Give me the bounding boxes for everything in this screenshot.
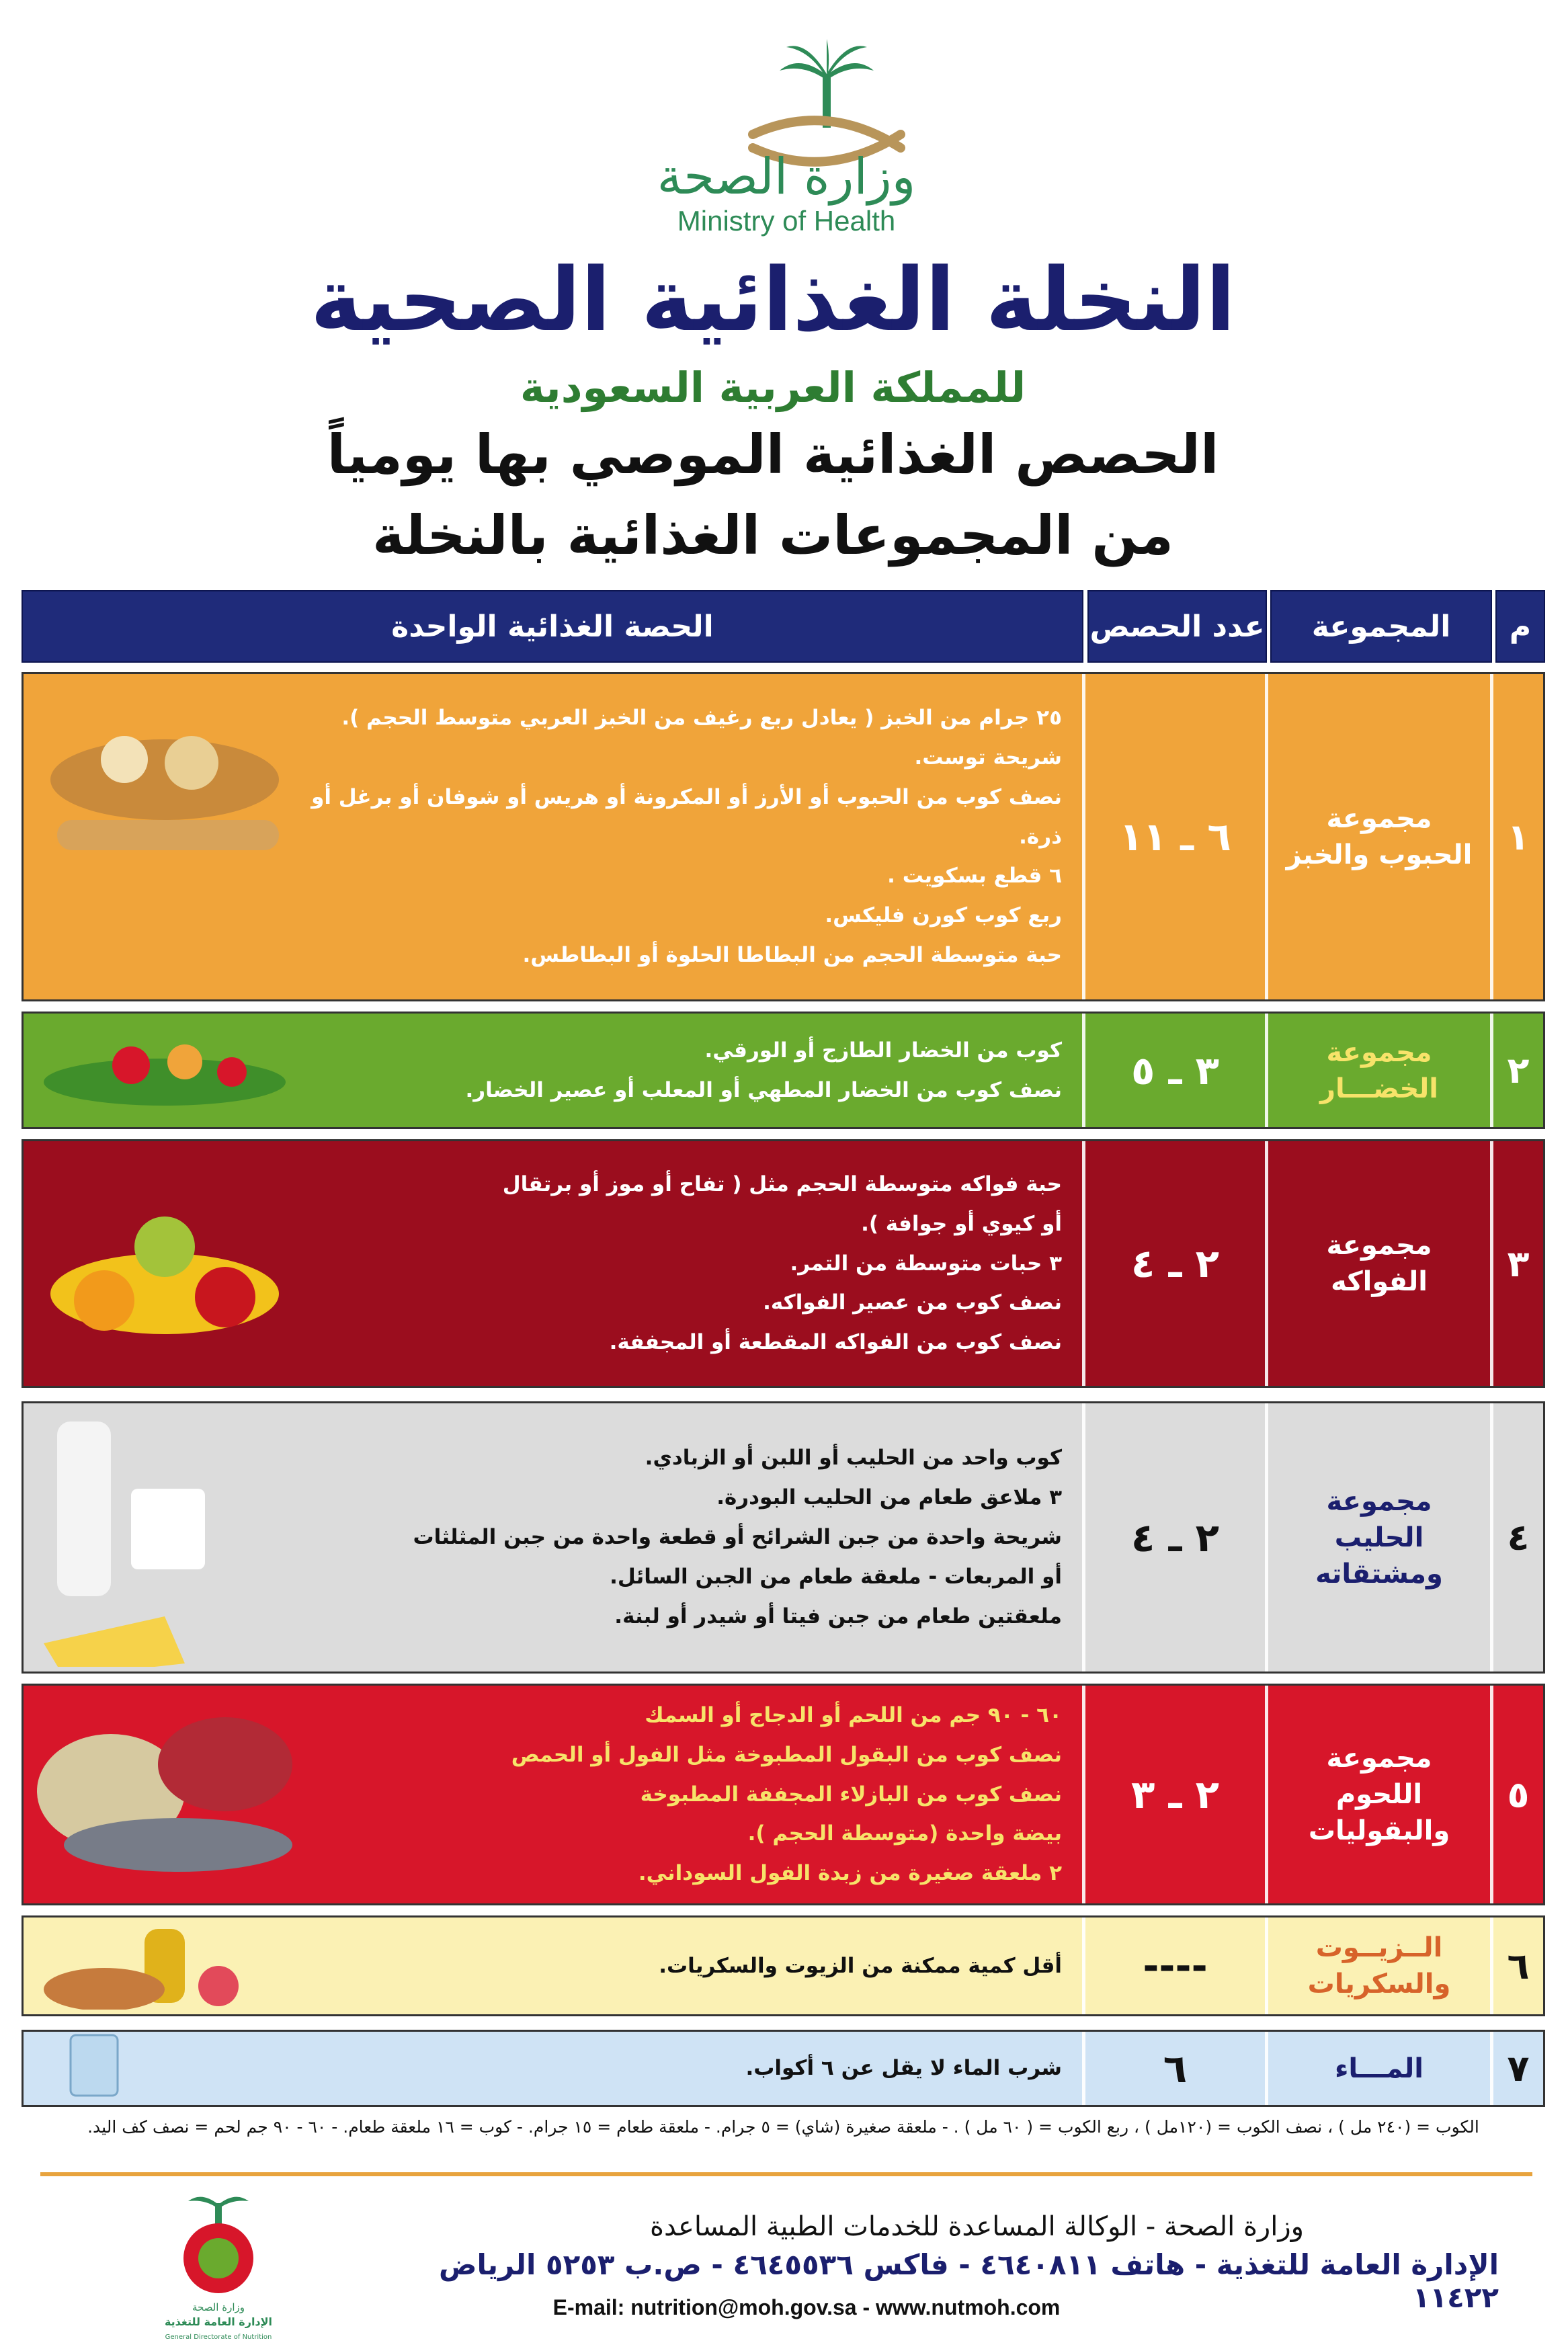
food-group-line: مجموعة — [1326, 1230, 1432, 1261]
column-divider — [1265, 1141, 1268, 1386]
row-number: ٦ — [1507, 1944, 1530, 1987]
row-number: ١ — [1507, 815, 1530, 858]
portion-list — [302, 674, 1082, 999]
dairy-image — [24, 1403, 306, 1672]
portion-item: ٦٠ - ٩٠ جم من اللحم أو الدجاج أو السمك — [645, 1702, 1062, 1727]
servings-count: ٢ ـ ٤ — [1130, 1241, 1220, 1286]
portion-list — [302, 1141, 1082, 1386]
column-divider — [1082, 2032, 1085, 2105]
table-row — [22, 1139, 1545, 1388]
servings-count: ٦ — [1163, 2045, 1188, 2092]
portion-item: نصف كوب من عصير الفواكه. — [763, 1290, 1062, 1315]
food-group-name — [1268, 1917, 1490, 2014]
portion-item: نصف كوب من البازلاء المجففة المطبوخة — [640, 1782, 1062, 1807]
header-count: عدد الحصص — [1087, 590, 1267, 663]
food-group-line: اللحوم — [1335, 1779, 1423, 1810]
food-group-name — [1268, 1686, 1490, 1903]
portion-item: كوب من الخضار الطازج أو الورقي. — [704, 1038, 1062, 1063]
portion-item: نصف كوب من البقول المطبوخة مثل الفول أو الحمص — [511, 1742, 1062, 1767]
portion-item: شرب الماء لا يقل عن ٦ أكواب. — [745, 2056, 1062, 2081]
portion-item: ٣ ملاعق طعام من الحليب البودرة. — [716, 1485, 1062, 1510]
nutrition-directorate-logo — [155, 2191, 282, 2346]
header-group: المجموعة — [1270, 590, 1492, 663]
column-divider — [1490, 1403, 1493, 1672]
portion-item: أقل كمية ممكنة من الزيوت والسكريات. — [659, 1953, 1062, 1978]
portion-item: أو كيوي أو جوافة ). — [861, 1211, 1062, 1236]
footer-agency: وزارة الصحة - الوكالة المساعدة للخدمات الطبية المساعدة — [650, 2211, 1304, 2242]
food-group-line: الــزيــوت — [1315, 1932, 1443, 1963]
table-row — [22, 1684, 1545, 1905]
portion-item: شريحة توست. — [914, 745, 1062, 770]
column-divider — [1490, 1141, 1493, 1386]
column-divider — [1265, 1917, 1268, 2014]
column-divider — [1082, 1686, 1085, 1903]
column-divider — [1265, 2032, 1268, 2105]
food-group-name — [1268, 674, 1490, 999]
portion-item: ملعقتين طعام من جبن فيتا أو شيدر أو لبنة. — [614, 1604, 1062, 1628]
row-number: ٧ — [1507, 2047, 1530, 2090]
heading-line1: الحصص الغذائية الموصي بها يومياً — [327, 423, 1219, 486]
food-group-name — [1268, 2032, 1490, 2105]
food-group-line: مجموعة — [1326, 1036, 1432, 1068]
column-divider — [1490, 1014, 1493, 1127]
servings-count: ٦ ـ ١١ — [1119, 814, 1231, 860]
portion-item: حبة فواكه متوسطة الحجم مثل ( تفاح أو موز أو برتقال — [502, 1171, 1062, 1196]
portion-list — [302, 1686, 1082, 1903]
footer-contact: الإدارة العامة للتغذية - هاتف ٤٦٤٠٨١١ - فاكس ٤٦٤٥٥٣٦ - ص.ب ٥٢٥٣ الرياض ١١٤٢٢ — [439, 2248, 1499, 2314]
footer-logo-ar: وزارة الصحة — [192, 2301, 245, 2313]
portion-item: نصف كوب من الفواكه المقطعة أو المجففة. — [609, 1330, 1062, 1355]
portion-list — [302, 2032, 1082, 2105]
heading-line2: من المجموعات الغذائية بالنخلة — [372, 504, 1173, 567]
portion-item: كوب واحد من الحليب أو اللبن أو الزبادي. — [645, 1446, 1062, 1471]
food-group-line: مجموعة — [1326, 1485, 1432, 1517]
servings-count: ٢ ـ ٣ — [1130, 1772, 1220, 1817]
portion-item: نصف كوب من الحبوب أو الأرز أو المكرونة أو هريس أو شوفان أو برغل أو ذرة. — [311, 784, 1062, 849]
fruits-image — [24, 1141, 306, 1386]
table-row — [22, 2030, 1545, 2107]
units-note: الكوب = (٢٤٠ مل ) ، نصف الكوب = (١٢٠مل ) ، ربع الكوب = ( ٦٠ مل ) . - ملعقة صغيرة (شاي) = ٥ جرام. - ملعقة طعام = ١٥ جرام. - كوب = ١٦ ملعقة طعام. - ٦٠ - ٩٠ جم لحم = نصف كف اليد. — [87, 2117, 1479, 2137]
footer-logo-dept: الإدارة العامة للتغذية — [164, 2315, 273, 2328]
footer-logo-en: General Directorate of Nutrition — [165, 2334, 272, 2341]
ministry-name-ar: وزارة الصحة — [657, 148, 916, 206]
vegetables-image — [24, 1014, 306, 1127]
food-group-line: الحبوب والخبز — [1286, 839, 1473, 870]
servings-count: ٢ ـ ٤ — [1130, 1514, 1220, 1561]
food-group-line: الفواكه — [1331, 1266, 1428, 1297]
column-divider — [1490, 1917, 1493, 2014]
food-group-line: مجموعة — [1326, 803, 1432, 834]
column-divider — [1082, 1014, 1085, 1127]
column-divider — [1082, 674, 1085, 999]
column-divider — [1265, 674, 1268, 999]
portion-list — [302, 1014, 1082, 1127]
table-row — [22, 1915, 1545, 2016]
portion-list — [302, 1403, 1082, 1672]
servings-count: ---- — [1143, 1943, 1208, 1989]
meat-image — [24, 1686, 306, 1903]
portion-item: ٦ قطع بسكويت . — [887, 864, 1062, 889]
row-number: ٢ — [1507, 1049, 1530, 1091]
food-group-line: ومشتقاته — [1315, 1558, 1443, 1590]
column-divider — [1490, 2032, 1493, 2105]
food-group-name — [1268, 1403, 1490, 1672]
food-group-line: المـــاء — [1334, 2053, 1424, 2084]
table-row — [22, 672, 1545, 1001]
portion-item: ٣ حبات متوسطة من التمر. — [790, 1251, 1062, 1276]
food-group-line: والبقوليات — [1308, 1815, 1450, 1846]
column-divider — [1082, 1917, 1085, 2014]
portion-list — [302, 1917, 1082, 2014]
footer-divider — [40, 2172, 1532, 2176]
food-group-line: مجموعة — [1326, 1743, 1432, 1774]
portion-item: حبة متوسطة الحجم من البطاطا الحلوة أو البطاطس. — [522, 943, 1062, 968]
water-image — [24, 2032, 306, 2105]
portion-item: شريحة واحدة من جبن الشرائح أو قطعة واحدة من جبن المثلثات — [413, 1525, 1062, 1550]
ministry-name-en: Ministry of Health — [677, 205, 896, 237]
footer-email-web: E-mail: nutrition@moh.gov.sa - www.nutmoh.com — [552, 2295, 1061, 2319]
table-row — [22, 1012, 1545, 1129]
header-num: م — [1495, 590, 1545, 663]
column-divider — [1082, 1403, 1085, 1672]
poster-title: النخلة الغذائية الصحية — [310, 249, 1236, 351]
portion-item: ٢ ملعقة صغيرة من زبدة الفول السوداني. — [638, 1861, 1062, 1886]
portion-item: نصف كوب من الخضار المطهي أو المعلب أو عصير الخضار. — [465, 1077, 1062, 1102]
food-group-line: والسكريات — [1307, 1969, 1451, 1999]
portion-item: أو المربعات - ملعقة طعام من الجبن السائل. — [610, 1564, 1062, 1589]
food-group-name — [1268, 1141, 1490, 1386]
row-number: ٤ — [1507, 1516, 1530, 1559]
portion-item: ربع كوب كورن فليكس. — [825, 903, 1062, 928]
portion-item: ٢٥ جرام من الخبز ( يعادل ربع رغيف من الخبز العربي متوسط الحجم ). — [341, 705, 1062, 730]
column-divider — [1490, 1686, 1493, 1903]
bread-grains-image — [24, 674, 306, 999]
header-portion: الحصة الغذائية الواحدة — [22, 590, 1083, 663]
food-group-name — [1268, 1014, 1490, 1127]
portion-item: بيضة واحدة (متوسطة الحجم ). — [747, 1821, 1062, 1846]
column-divider — [1490, 674, 1493, 999]
column-divider — [1082, 1141, 1085, 1386]
poster-subtitle: للمملكة العربية السعودية — [520, 363, 1026, 412]
food-group-line: الحليب — [1334, 1522, 1424, 1553]
column-divider — [1265, 1686, 1268, 1903]
column-divider — [1265, 1403, 1268, 1672]
food-group-line: الخضـــار — [1319, 1073, 1439, 1104]
servings-count: ٣ ـ ٥ — [1130, 1047, 1220, 1094]
table-row — [22, 1401, 1545, 1674]
row-number: ٥ — [1507, 1773, 1530, 1816]
row-number: ٣ — [1507, 1242, 1530, 1285]
oils-sweets-image — [24, 1917, 306, 2014]
column-divider — [1265, 1014, 1268, 1127]
